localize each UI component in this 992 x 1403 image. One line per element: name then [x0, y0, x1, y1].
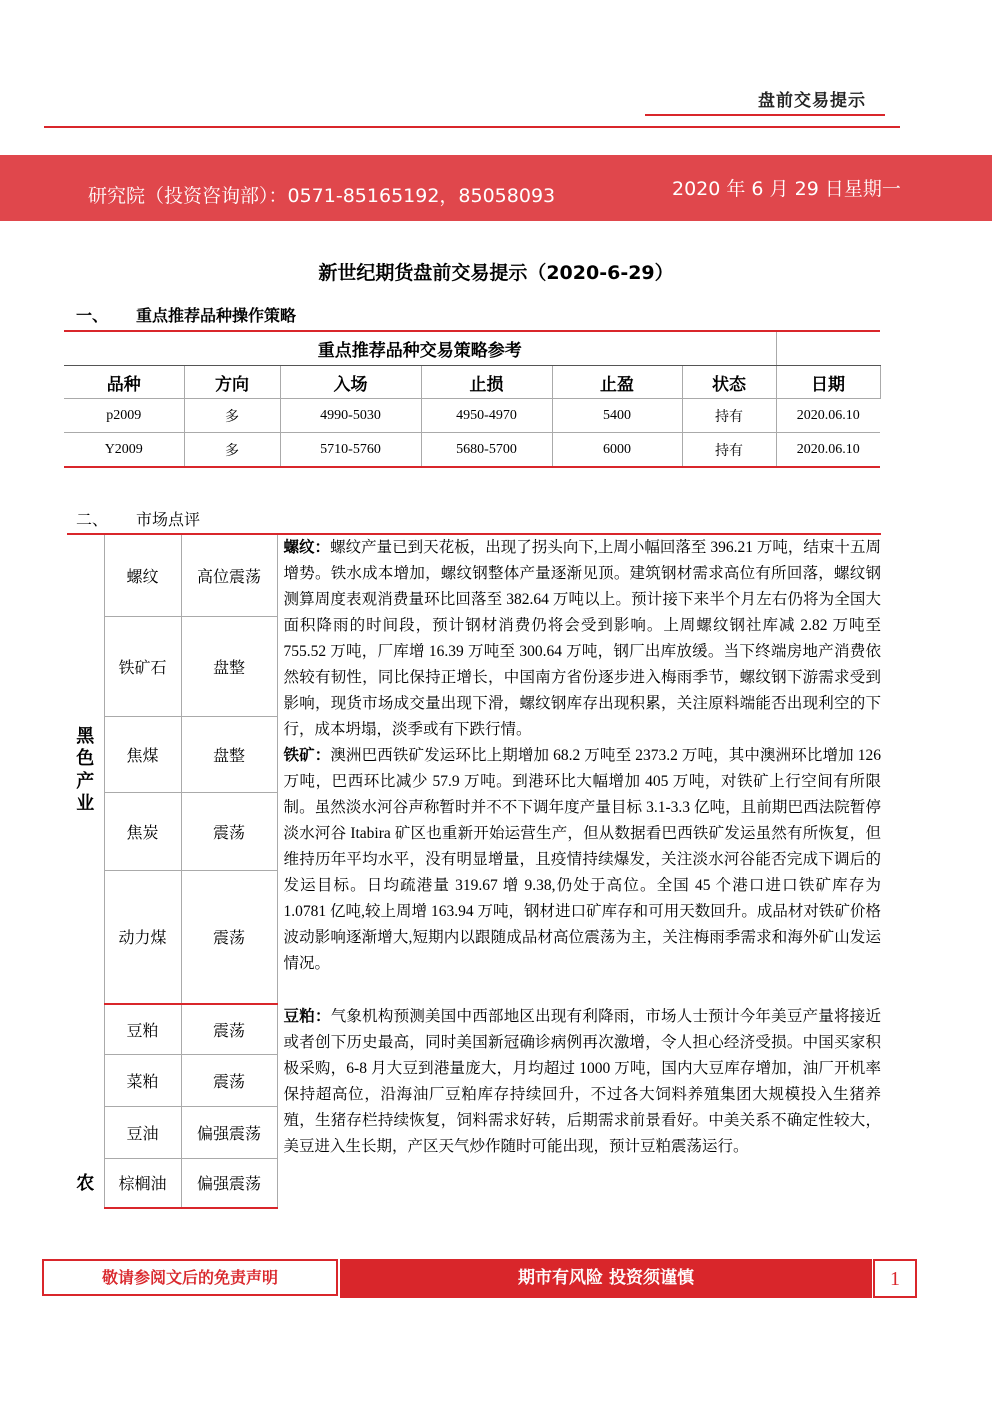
commodity-direction: 盘整: [181, 716, 277, 792]
contact-info: 研究院（投资咨询部）：0571-85165192，85058093: [88, 185, 556, 207]
header-rule-short: [645, 114, 885, 116]
group-label-agri-text: 农: [76, 1172, 95, 1193]
commodity-direction: 盘整: [181, 616, 277, 716]
col-header: 状态: [682, 366, 776, 399]
agri-commentary: [277, 1004, 881, 1208]
cell-contract: Y2009: [64, 433, 184, 468]
section-1-heading: [76, 303, 296, 326]
disclaimer-link[interactable]: 敬请参阅文后的免责声明: [101, 1268, 278, 1287]
section-1-title: 重点推荐品种操作策略: [136, 306, 297, 325]
cell-entry: 5710-5760: [280, 433, 421, 468]
page-number-box: [873, 1259, 917, 1298]
commodity-name: 螺纹: [104, 534, 181, 616]
strategy-table-caption: 重点推荐品种交易策略参考: [64, 331, 776, 366]
commodity-direction: 震荡: [181, 792, 277, 870]
black-commentary: [277, 534, 881, 1004]
cell-contract: p2009: [64, 399, 184, 433]
commodity-name: 铁矿石: [104, 616, 181, 716]
soymeal-commentary: [284, 1004, 882, 1160]
section-2-title: 市场点评: [136, 510, 201, 529]
commodity-direction: 高位震荡: [181, 534, 277, 616]
cell-stop-loss: 5680-5700: [421, 433, 552, 468]
commodity-direction: 偏强震荡: [181, 1158, 277, 1208]
rebar-commentary-body: 螺纹产量已到天花板，出现了拐头向下,上周小幅回落至 396.21 万吨，结束十五周增势。铁水成本增加，螺纹钢整体产量逐渐见顶。建筑钢材需求高位有所回落，螺纹钢测算周度表观消费量环比回落至 382.64 万吨以上。预计接下来半个月左右仍将为全国大面积降雨的时间段，预计钢材消费仍将会受到影响。上周螺纹钢社库减 2.82 万吨至 755.52 万吨，厂库增 16.39 万吨至 300.64 万吨，钢厂出库放缓。当下终端房地产消费依然较有韧性，同比保持正增长，中国南方省份逐步进入梅雨季节，螺纹钢下游需求受到影响，现货市场成交量出现下滑，螺纹钢库存出现积累，关注原料端能否出现利空的下行，成本坍塌，淡季或有下跌行情。: [283, 539, 881, 738]
col-header: 方向: [184, 366, 280, 399]
col-header: 品种: [64, 366, 184, 399]
commodity-name: 豆油: [104, 1106, 181, 1158]
risk-warning-banner: [340, 1259, 872, 1298]
col-header: 止盈: [552, 366, 682, 399]
risk-warning-text: 期市有风险 投资须谨慎: [518, 1268, 694, 1288]
report-date: 2020 年 6 月 29 日星期一: [672, 178, 901, 200]
cell-status: 持有: [682, 399, 776, 433]
group-label-black: [67, 534, 104, 1004]
table-row: [64, 399, 880, 433]
cell-take-profit: 6000: [552, 433, 682, 468]
document-title: 新世纪期货盘前交易提示（2020-6-29）: [318, 262, 674, 284]
commodity-direction: 偏强震荡: [181, 1106, 277, 1158]
strategy-table-caption-blank: [776, 331, 880, 366]
cell-date: 2020.06.10: [776, 399, 880, 433]
commodity-name: 焦炭: [104, 792, 181, 870]
cell-status: 持有: [682, 433, 776, 468]
disclaimer-box[interactable]: [42, 1259, 338, 1296]
iron-ore-commentary-body: 澳洲巴西铁矿发运环比上期增加 68.2 万吨至 2373.2 万吨，其中澳洲环比增加 126 万吨，巴西环比减少 57.9 万吨。到港环比大幅增加 405 万吨，对铁矿上行空间有所限制。虽然淡水河谷声称暂时并不不下调年度产量目标 3.1-3.3 亿吨，且前期巴西法院暂停淡水河谷 Itabira 矿区也重新开始运营生产，但从数据看巴西铁矿发运虽然有所恢复，但维持历年平均水平，没有明显增量，且疫情持续爆发，关注淡水河谷能否完成下调后的发运目标。日均疏港量 319.67 增 9.38,仍处于高位。全国 45 个港口进口铁矿库存为 1.0781 亿吨,较上周增 163.94 万吨，钢材进口矿库存和可用天数回升。成品材对铁矿价格波动影响逐渐增大,短期内以跟随成品材高位震荡为主，关注梅雨季需求和海外矿山发运情况。: [283, 747, 881, 972]
commodity-name: 棕榈油: [104, 1158, 181, 1208]
page-number: 1: [890, 1268, 900, 1290]
soymeal-commentary-head: 豆粕：: [283, 1008, 331, 1025]
header-tag: 盘前交易提示: [758, 91, 866, 111]
header-rule-long: [44, 126, 900, 128]
section-1-number: 一、: [76, 306, 109, 325]
commodity-direction: 震荡: [181, 1054, 277, 1106]
commodity-direction: 震荡: [181, 870, 277, 1004]
cell-entry: 4990-5030: [280, 399, 421, 433]
table-row: [64, 433, 880, 468]
cell-date: 2020.06.10: [776, 433, 880, 468]
iron-ore-commentary: [284, 743, 882, 977]
col-header: 入场: [280, 366, 421, 399]
soymeal-commentary-body: 气象机构预测美国中西部地区出现有利降雨，市场人士预计今年美豆产量将接近或者创下历史最高，同时美国新冠确诊病例再次激增，令人担心经济受损。中国买家积极采购，6-8 月大豆到港量庞大，月均超过 1000 万吨，国内大豆库存增加，油厂开机率保持超高位，沿海油厂豆粕库存持续回升，不过各大饲料养殖集团大规模投入生猪养殖，生猪存栏持续恢复，饲料需求好转，后期需求前景看好。中美关系不确定性较大，美豆进入生长期，产区天气炒作随时可能出现，预计豆粕震荡运行。: [283, 1008, 881, 1155]
rebar-commentary: [284, 535, 882, 743]
section-2-number: 二、: [76, 510, 109, 529]
commodity-name: 焦煤: [104, 716, 181, 792]
commodity-name: 豆粕: [104, 1004, 181, 1054]
market-review-table: [67, 533, 881, 1209]
cell-direction: 多: [184, 433, 280, 468]
cell-stop-loss: 4950-4970: [421, 399, 552, 433]
col-header: 日期: [776, 366, 880, 399]
commodity-name: 菜粕: [104, 1054, 181, 1106]
rebar-commentary-head: 螺纹：: [283, 539, 331, 556]
col-header: 止损: [421, 366, 552, 399]
strategy-table: [64, 330, 881, 468]
section-2-heading: [76, 507, 200, 530]
commodity-direction: 震荡: [181, 1004, 277, 1054]
cell-take-profit: 5400: [552, 399, 682, 433]
cell-direction: 多: [184, 399, 280, 433]
group-label-black-text: 黑色产业: [76, 725, 95, 813]
group-label-agri: [67, 1004, 104, 1208]
commodity-name: 动力煤: [104, 870, 181, 1004]
iron-ore-commentary-head: 铁矿：: [283, 747, 331, 764]
